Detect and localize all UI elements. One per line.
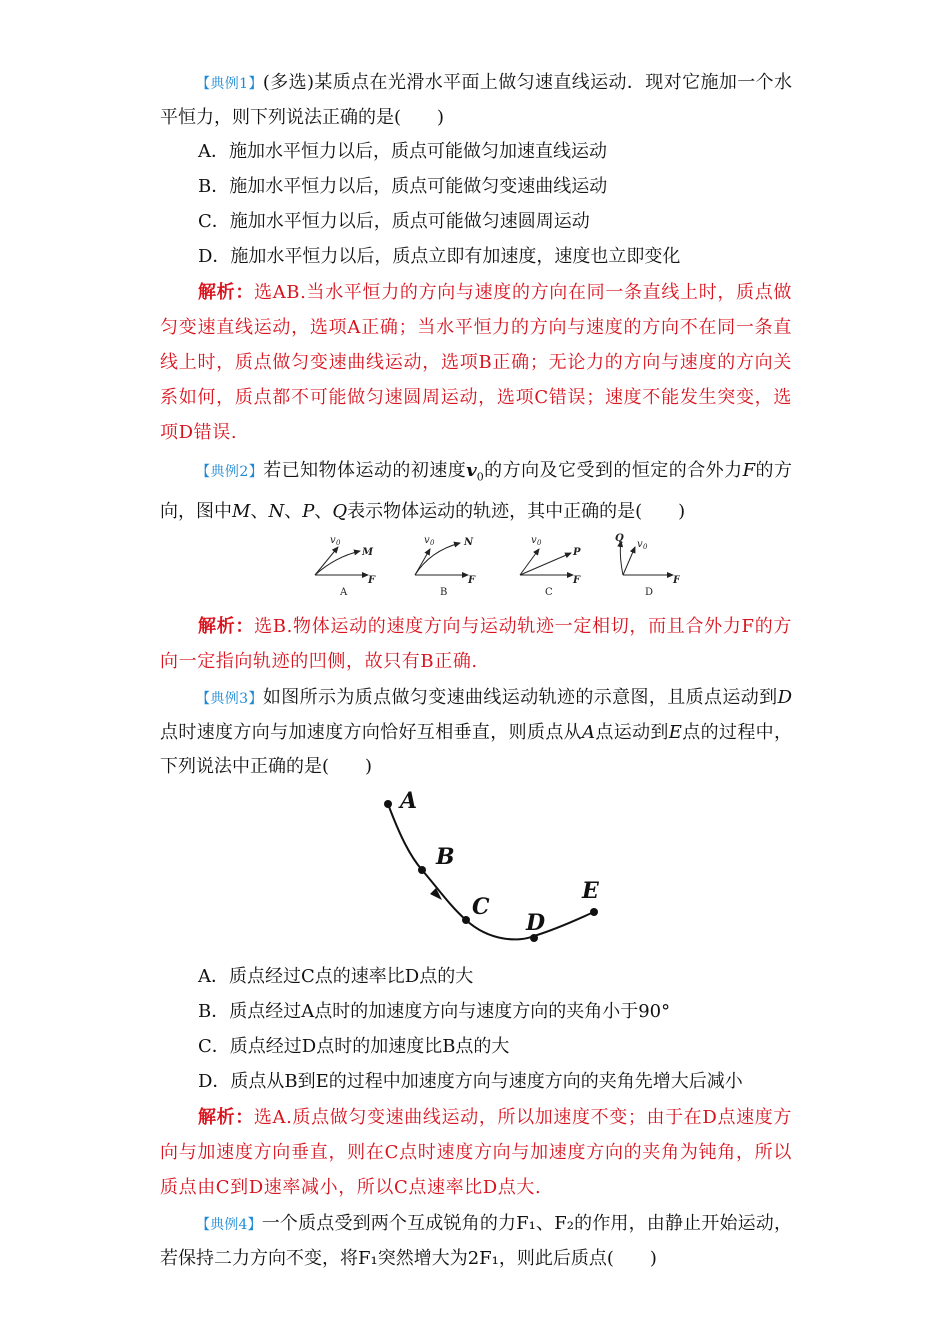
example-3-option-b: B．质点经过A点时的加速度方向与速度方向的夹角小于90° [198, 1000, 671, 1022]
label-b: B [436, 843, 455, 870]
symbol-q: Q [332, 500, 348, 522]
example-3-tag: 【典例3】 [196, 690, 263, 707]
example-3-answer-text: 选A.质点做匀变速曲线运动，所以加速度不变；由于在D点速度方向与加速度方向垂直，则在C点时速度方向与加速度方向的夹角为钝角，所以质点由C到D速率减小，所以C点速率比D点大. [160, 1106, 792, 1198]
point-e-symbol: E [668, 721, 682, 743]
v0-subscript: 0 [476, 470, 484, 484]
example-4-text: 一个质点受到两个互成锐角的力F₁、F₂的作用，由静止开始运动，若保持二力方向不变，将F₁突然增大为2F₁，则此后质点( ) [160, 1212, 792, 1269]
example-3-text-d: 点的过程中，下列说法中正确的是( ) [160, 721, 793, 777]
example-2-text-a: 若已知物体运动的初速度 [263, 460, 467, 481]
answer-label: 解析： [198, 1106, 254, 1128]
example-1-answer-text: 选AB.当水平恒力的方向与速度的方向在同一条直线上时，质点做匀变速直线运动，选项A正确；当水平恒力的方向与速度的方向不在同一条直线上时，质点做匀变速曲线运动，选项B正确；无论力的方向与速度的方向关系如何，质点都不可能做匀速圆周运动，选项C错误；速度不能发生突变，选项D错误. [160, 282, 792, 443]
label-v0-sub: 0 [537, 538, 542, 547]
example-1-text: (多选)某质点在光滑水平面上做匀速直线运动．现对它施加一个水平恒力，则下列说法正确的是( ) [160, 72, 792, 128]
example-2-answer [160, 609, 792, 679]
label-v0-sub: 0 [643, 542, 648, 551]
label-v0: v [424, 534, 430, 546]
figure-option-a [315, 535, 376, 598]
label-e: E [582, 877, 599, 904]
example-2-answer-text: 选B.物体运动的速度方向与运动轨迹一定相切，而且合外力F的方向一定指向轨迹的凹侧，故只有B正确. [160, 615, 792, 672]
answer-label: 解析： [198, 282, 255, 303]
point-e [590, 908, 598, 916]
caption-d: D [645, 586, 654, 598]
example-3-option-a: A．质点经过C点的速率比D点的大 [198, 965, 474, 987]
example-3-text-b: 点时速度方向与加速度方向恰好互相垂直，则质点从 [160, 721, 583, 743]
figure-option-c [520, 535, 581, 598]
label-f: F [368, 574, 376, 586]
label-v0-sub: 0 [336, 538, 341, 547]
example-2-text-d: 表示物体运动的轨迹，其中正确的是( ) [347, 500, 686, 522]
point-b [418, 866, 426, 874]
force-symbol: F [742, 460, 756, 481]
label-c: C [472, 893, 490, 920]
point-a-symbol: A [582, 721, 596, 743]
example-3-option-c: C．质点经过D点时的加速度比B点的大 [198, 1035, 510, 1057]
caption-b: B [440, 586, 448, 598]
label-p: P [573, 546, 581, 558]
separator: 、 [314, 500, 333, 522]
example-2-text-c: 的方向，图中 [160, 460, 793, 522]
label-v0: v [330, 534, 336, 546]
separator: 、 [284, 500, 303, 522]
label-v0: v [531, 534, 537, 546]
figure-option-b [415, 535, 476, 598]
caption-a: A [340, 586, 348, 598]
v0-symbol: v [466, 460, 477, 481]
label-m: M [362, 546, 374, 558]
symbol-n: N [268, 500, 285, 522]
example-1-option-b: B．施加水平恒力以后，质点可能做匀变速曲线运动 [198, 176, 608, 197]
caption-c: C [545, 586, 553, 598]
example-2-stem [160, 454, 792, 529]
label-f: F [573, 574, 581, 586]
example-1-tag: 【典例1】 [196, 76, 263, 92]
label-v0-sub: 0 [430, 538, 435, 547]
symbol-p: P [302, 500, 315, 522]
label-a: A [400, 787, 418, 814]
example-4-stem [160, 1207, 792, 1276]
separator: 、 [250, 500, 269, 522]
label-v0: v [637, 538, 643, 550]
document-page [160, 66, 792, 1276]
curve-trajectory-figure [370, 786, 610, 956]
example-1-option-d: D．施加水平恒力以后，质点立即有加速度，速度也立即变化 [198, 246, 681, 267]
example-3-text-a: 如图所示为质点做匀变速曲线运动轨迹的示意图，且质点运动到 [262, 686, 778, 708]
point-c [462, 916, 470, 924]
example-2-tag: 【典例2】 [196, 464, 264, 480]
answer-label: 解析： [198, 615, 255, 637]
label-d: D [526, 909, 546, 936]
label-q: Q [615, 532, 624, 544]
example-2-text-b: 的方向及它受到的恒定的合外力 [483, 460, 743, 481]
label-f: F [673, 574, 680, 586]
example-3-stem [160, 681, 792, 784]
example-3-option-d: D．质点从B到E的过程中加速度方向与速度方向的夹角先增大后减小 [198, 1070, 743, 1092]
example-3-answer [160, 1100, 792, 1205]
example-1-answer [160, 275, 792, 450]
label-f: F [468, 574, 476, 586]
label-n: N [464, 536, 474, 548]
direction-arrow-icon [430, 888, 442, 900]
symbol-m: M [232, 500, 251, 522]
example-3-text-c: 点运动到 [595, 721, 669, 743]
figure-option-d [615, 533, 680, 598]
example-4-tag: 【典例4】 [196, 1216, 262, 1233]
example-1-option-c: C．施加水平恒力以后，质点可能做匀速圆周运动 [198, 211, 590, 232]
point-d-symbol: D [777, 686, 792, 708]
example-1-stem [160, 66, 792, 135]
trajectory-options-figure [310, 533, 680, 603]
point-a [384, 800, 392, 808]
example-1-option-a: A．施加水平恒力以后，质点可能做匀加速直线运动 [198, 141, 607, 162]
